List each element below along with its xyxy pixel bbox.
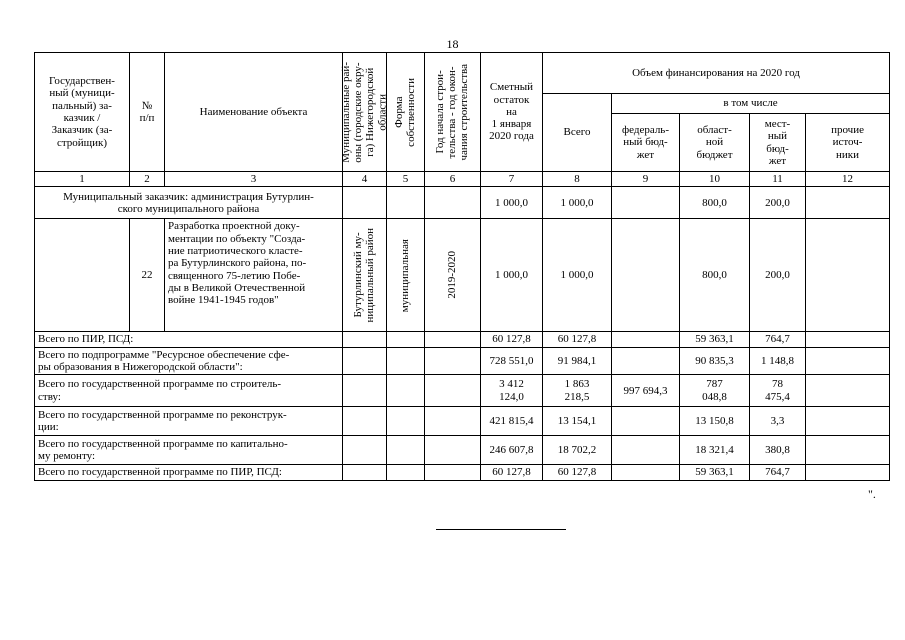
summary-label: Всего по государственной программе по капитально- му ремонту: [35,436,343,465]
summary-regional: 787 048,8 [680,375,750,407]
empty-cell [425,332,481,347]
object-federal [612,219,680,332]
object-num: 22 [130,219,165,332]
empty-cell [387,347,425,375]
summary-label: Всего по подпрограмме "Ресурсное обеспечение сфе- ры образования в Нижегородской области": [35,347,343,375]
summary-local: 764,7 [750,332,806,347]
empty-cell [425,187,481,219]
summary-label: Всего по государственной программе по ПИР, ПСД: [35,465,343,480]
object-total: 1 000,0 [543,219,612,332]
summary-federal [612,347,680,375]
header-total: Всего [543,94,612,172]
summary-label: Всего по государственной программе по реконструк- ции: [35,407,343,436]
col-index: 12 [806,172,890,187]
col-index: 1 [35,172,130,187]
summary-label: Всего по государственной программе по строитель- ству: [35,375,343,407]
object-row [35,219,890,332]
summary-row [35,375,890,407]
header-row [35,53,890,94]
summary-other [806,347,890,375]
header-years-cell [425,53,481,172]
empty-cell [387,332,425,347]
summary-row [35,436,890,465]
object-name: Разработка проектной доку- ментации по объекту "Созда- ние патриотического класте- ра Бутурлинского района, по- священного 75-летию Побе- ды в Великой Отечественной войне 1941-1945 годов" [165,219,343,332]
closing-quote: ". [868,487,876,501]
empty-cell [425,375,481,407]
empty-cell [343,332,387,347]
col-index: 11 [750,172,806,187]
header-federal: федераль- ный бюд- жет [612,114,680,172]
header-regional: област- ной бюджет [680,114,750,172]
object-district: Бутурлинский му- ниципальный район [352,228,377,323]
header-including: в том числе [612,94,890,114]
empty-cell [343,187,387,219]
object-years-cell [425,219,481,332]
col-index: 9 [612,172,680,187]
customer-local: 200,0 [750,187,806,219]
summary-total: 13 154,1 [543,407,612,436]
header-other: прочие источ- ники [806,114,890,172]
summary-total: 91 984,1 [543,347,612,375]
page-number: 18 [446,37,459,51]
col-index: 7 [481,172,543,187]
object-ownership: муниципальная [399,238,412,312]
customer-label: Муниципальный заказчик: администрация Бутурлин- ского муниципального района [35,187,343,219]
object-estimate: 1 000,0 [481,219,543,332]
customer-row [35,187,890,219]
summary-regional: 59 363,1 [680,332,750,347]
summary-federal: 997 694,3 [612,375,680,407]
summary-local: 764,7 [750,465,806,480]
object-local: 200,0 [750,219,806,332]
col-index: 4 [343,172,387,187]
header-estimate: Сметный остаток на 1 января 2020 года [481,53,543,172]
object-other [806,219,890,332]
summary-estimate: 60 127,8 [481,465,543,480]
header-local: мест- ный бюд- жет [750,114,806,172]
col-index: 5 [387,172,425,187]
summary-federal [612,436,680,465]
summary-local: 78 475,4 [750,375,806,407]
col-index: 6 [425,172,481,187]
summary-regional: 18 321,4 [680,436,750,465]
bottom-rule [436,529,566,530]
empty-cell [343,347,387,375]
empty-cell [425,465,481,480]
empty-cell [387,436,425,465]
summary-estimate: 60 127,8 [481,332,543,347]
summary-estimate: 421 815,4 [481,407,543,436]
object-ownership-cell [387,219,425,332]
customer-total: 1 000,0 [543,187,612,219]
header-num: № п/п [130,53,165,172]
header-ownership-cell [387,53,425,172]
empty-cell [343,465,387,480]
summary-local: 1 148,8 [750,347,806,375]
empty-cell [343,375,387,407]
empty-cell [425,436,481,465]
summary-row [35,332,890,347]
summary-row [35,407,890,436]
summary-local: 380,8 [750,436,806,465]
customer-federal [612,187,680,219]
object-district-cell [343,219,387,332]
summary-federal [612,407,680,436]
header-districts-cell [340,53,389,172]
summary-estimate: 3 412 124,0 [481,375,543,407]
header-districts: Муниципальные рай- оны (городские окру- га) Нижегородской области [340,61,389,163]
summary-federal [612,332,680,347]
col-index: 2 [130,172,165,187]
summary-total: 18 702,2 [543,436,612,465]
summary-other [806,465,890,480]
summary-row [35,347,890,375]
summary-rows [35,332,890,480]
header-object-name: Наименование объекта [165,53,343,172]
summary-regional: 13 150,8 [680,407,750,436]
object-years: 2019-2020 [446,251,459,300]
summary-total: 1 863 218,5 [543,375,612,407]
header-years: Год начала строи- тельства - год окон- чания строительства [434,63,471,161]
summary-other [806,332,890,347]
summary-estimate: 246 607,8 [481,436,543,465]
header-ownership: Форма собственности [393,77,418,147]
summary-label: Всего по ПИР, ПСД: [35,332,343,347]
summary-total: 60 127,8 [543,332,612,347]
empty-cell [425,347,481,375]
empty-cell [387,187,425,219]
summary-local: 3,3 [750,407,806,436]
empty-cell [387,465,425,480]
summary-regional: 59 363,1 [680,465,750,480]
customer-other [806,187,890,219]
summary-other [806,375,890,407]
summary-total: 60 127,8 [543,465,612,480]
summary-row [35,465,890,480]
empty-cell [343,436,387,465]
empty-cell [425,407,481,436]
customer-regional: 800,0 [680,187,750,219]
col-index: 10 [680,172,750,187]
summary-federal [612,465,680,480]
empty-cell [387,407,425,436]
summary-regional: 90 835,3 [680,347,750,375]
header-customer: Государствен- ный (муници- пальный) за- казчик / Заказчик (за- стройщик) [35,53,130,172]
empty-cell [343,407,387,436]
header-funding: Объем финансирования на 2020 год [543,53,890,94]
summary-other [806,436,890,465]
empty-cell [35,219,130,332]
summary-estimate: 728 551,0 [481,347,543,375]
column-index-row [35,172,890,187]
financing-table [34,52,890,481]
customer-estimate: 1 000,0 [481,187,543,219]
object-regional: 800,0 [680,219,750,332]
col-index: 3 [165,172,343,187]
empty-cell [387,375,425,407]
col-index: 8 [543,172,612,187]
summary-other [806,407,890,436]
